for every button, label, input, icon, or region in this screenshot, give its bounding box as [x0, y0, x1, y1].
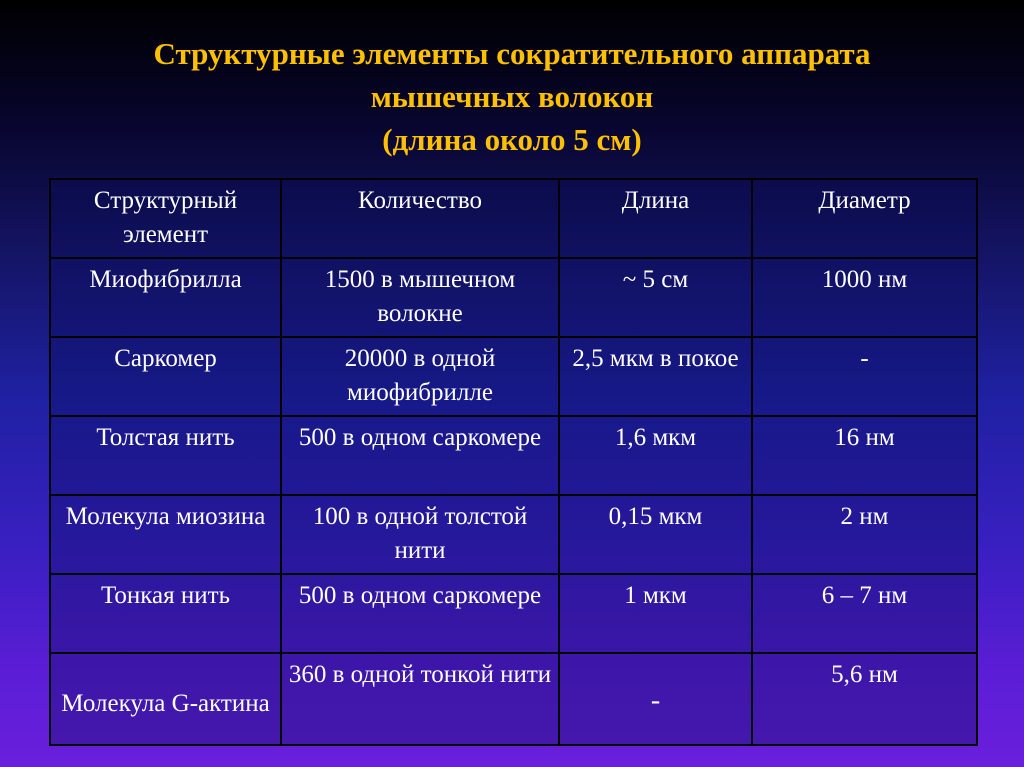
table-cell: 16 нм: [752, 416, 977, 495]
table-cell: 20000 в одной миофибрилле: [281, 337, 559, 416]
table-row: [50, 495, 977, 574]
table-cell: Молекула G-актина: [50, 653, 281, 745]
table-cell: 2 нм: [752, 495, 977, 574]
table-cell: 0,15 мкм: [559, 495, 752, 574]
table-cell: 6 – 7 нм: [752, 574, 977, 653]
table-cell: Миофибрилла: [50, 258, 281, 337]
table-row: [50, 337, 977, 416]
table-cell: 5,6 нм: [752, 653, 977, 745]
table-cell: -: [752, 337, 977, 416]
table-cell: Молекула миозина: [50, 495, 281, 574]
table-cell: 2,5 мкм в покое: [559, 337, 752, 416]
table-cell: 360 в одной тонкой нити: [281, 653, 559, 745]
table-cell: 1,6 мкм: [559, 416, 752, 495]
table-header-row: [50, 179, 977, 258]
table-cell: -: [559, 653, 752, 745]
table-cell: Тонкая нить: [50, 574, 281, 653]
title-line-1: Структурные элементы сократительного аппарата: [153, 36, 871, 71]
table-cell: Толстая нить: [50, 416, 281, 495]
table-cell: 500 в одном саркомере: [281, 416, 559, 495]
header-cell: Количество: [281, 179, 559, 258]
title-line-2: мышечных волокон: [370, 79, 654, 114]
title-line-3: (длина около 5 см): [382, 122, 642, 157]
table-row: [50, 416, 977, 495]
structure-table: [49, 178, 978, 746]
table-cell: 1 мкм: [559, 574, 752, 653]
table-row: [50, 574, 977, 653]
header-cell: Диаметр: [752, 179, 977, 258]
table-cell: 1000 нм: [752, 258, 977, 337]
table-cell: Саркомер: [50, 337, 281, 416]
table-row: [50, 653, 977, 745]
header-cell: Длина: [559, 179, 752, 258]
table-cell: 500 в одном саркомере: [281, 574, 559, 653]
table-cell: ~ 5 см: [559, 258, 752, 337]
table-cell: 1500 в мышечном волокне: [281, 258, 559, 337]
table-cell: 100 в одной толстой нити: [281, 495, 559, 574]
header-cell: Структурный элемент: [50, 179, 281, 258]
slide-title: [0, 32, 1024, 161]
table-row: [50, 258, 977, 337]
